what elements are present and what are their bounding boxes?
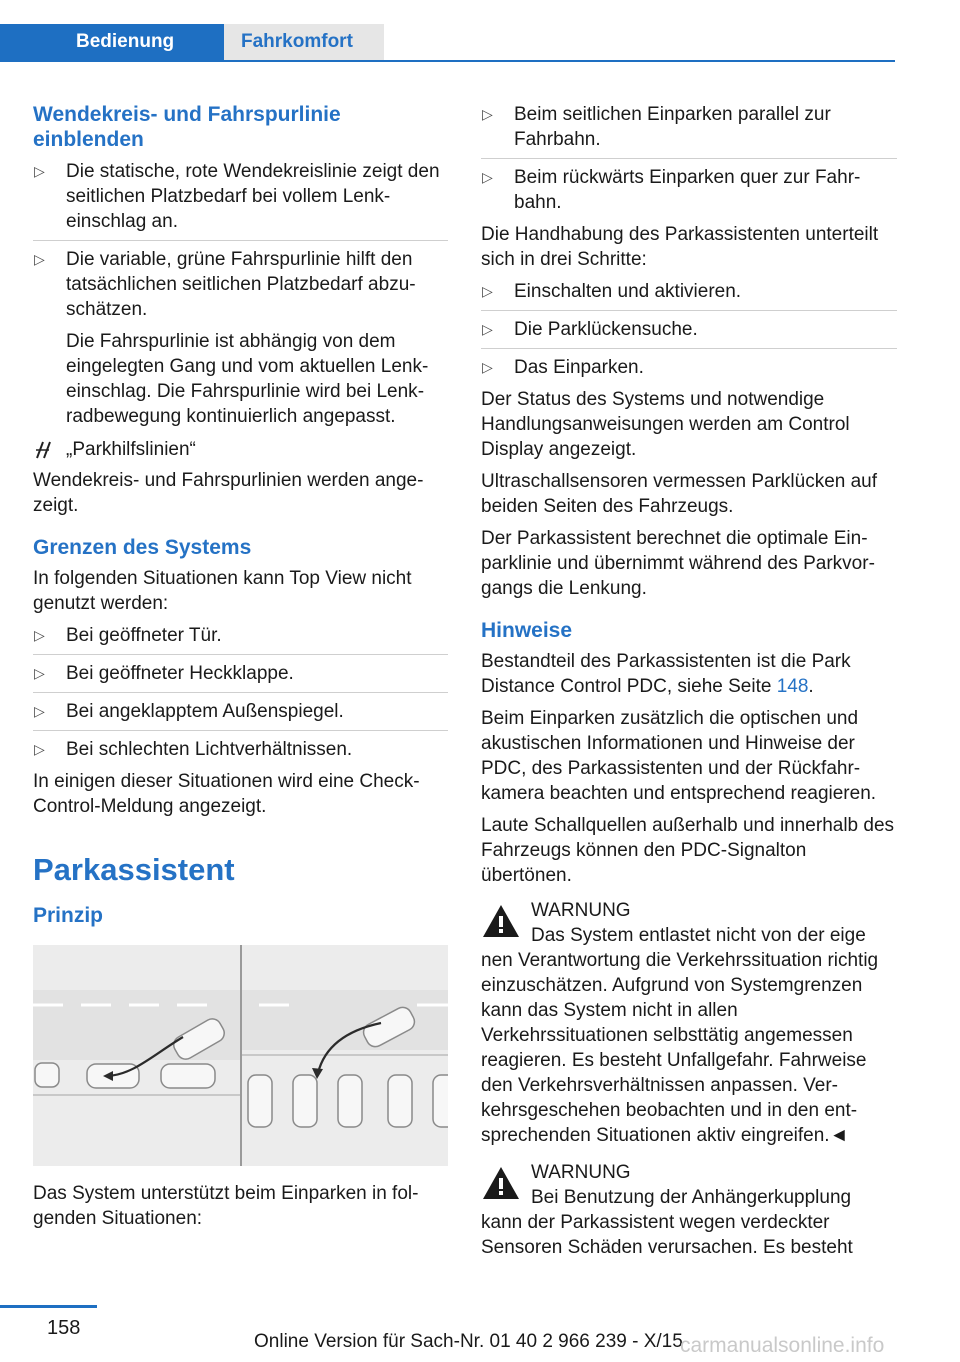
header-rule bbox=[0, 60, 895, 62]
paragraph bbox=[481, 649, 897, 699]
paragraph: Wendekreis- und Fahrspurlinien werden angezeigt. bbox=[33, 470, 424, 516]
paragraph: Laute Schallquellen außerhalb und innerhalb des Fahrzeugs können den PDC-Signalton übertönen. bbox=[481, 815, 895, 886]
list-item-text: Die variable, grüne Fahrspurlinie hilft den tatsächlichen seitlichen Platzbedarf abzuschätzen. bbox=[66, 249, 416, 320]
list-item bbox=[481, 165, 897, 215]
list-item bbox=[33, 699, 448, 724]
tab-fahrkomfort[interactable]: Fahrkomfort bbox=[224, 24, 384, 60]
warning-text-first: Das System entlastet nicht von der eige bbox=[531, 925, 866, 946]
paragraph: Der Parkassistent berechnet die optimale Einparklinie und übernimmt während des Parkvorgangs die Lenkung. bbox=[481, 528, 875, 599]
watermark: carmanualsonline.info bbox=[680, 1334, 885, 1357]
paragraph: Ultraschallsensoren vermessen Parklücken auf beiden Seiten des Fahrzeugs. bbox=[481, 471, 878, 517]
bullet-triangle-icon: ▷ bbox=[482, 106, 493, 122]
parking-lines-icon bbox=[33, 440, 55, 460]
footer-rule bbox=[0, 1305, 97, 1308]
list-item bbox=[33, 623, 448, 648]
list-item-text: Bei schlechten Lichtverhältnissen. bbox=[66, 739, 353, 760]
paragraph: In folgenden Situationen kann Top View nicht genutzt werden: bbox=[33, 568, 412, 614]
bullet-triangle-icon: ▷ bbox=[34, 163, 45, 179]
paragraph-text: . bbox=[808, 676, 814, 697]
list-item bbox=[33, 247, 448, 322]
bullet-triangle-icon: ▷ bbox=[34, 251, 45, 267]
list-item-text: Die statische, rote Wendekreislinie zeigt den seitlichen Platzbedarf bei vollem Lenkeinschlag an. bbox=[66, 161, 440, 232]
warning-triangle-icon bbox=[481, 1165, 521, 1201]
list-item-text: Das Einparken. bbox=[514, 357, 644, 378]
list-item-text: Einschalten und aktivieren. bbox=[514, 281, 742, 302]
heading-hinweise: Hinweise bbox=[481, 619, 573, 642]
list-item bbox=[33, 661, 448, 686]
heading-wendekreis: Wendekreis- und Fahrspurlinie einblenden bbox=[33, 103, 341, 151]
bullet-triangle-icon: ▷ bbox=[34, 665, 45, 681]
divider bbox=[33, 240, 448, 241]
tab-bedienung[interactable]: Bedienung bbox=[0, 24, 224, 60]
paragraph: Das System unterstützt beim Einparken in folgenden Situationen: bbox=[33, 1183, 419, 1229]
right-column bbox=[481, 102, 897, 1260]
paragraph: In einigen dieser Situationen wird eine Check-Control-Meldung angezeigt. bbox=[33, 771, 420, 817]
divider bbox=[33, 654, 448, 655]
menu-item-label: „Parkhilfslinien“ bbox=[66, 439, 196, 460]
list-item bbox=[33, 737, 448, 762]
list-item bbox=[33, 159, 448, 234]
bullet-triangle-icon: ▷ bbox=[34, 741, 45, 757]
page-link-148[interactable]: 148 bbox=[776, 676, 809, 697]
section-title-parkassistent: Parkassistent bbox=[33, 852, 235, 887]
list-item-text: Bei angeklapptem Außenspiegel. bbox=[66, 701, 344, 722]
online-version-note: Online Version für Sach-Nr. 01 40 2 966 239 - X/15 bbox=[254, 1331, 683, 1352]
warning-label: WARNUNG bbox=[531, 900, 631, 921]
heading-grenzen: Grenzen des Systems bbox=[33, 536, 252, 559]
list-item bbox=[481, 102, 897, 152]
left-column bbox=[33, 102, 448, 1231]
divider bbox=[33, 692, 448, 693]
warning-text: kann der Parkassistent wegen verdeckter Sensoren Schäden verursachen. Es besteht bbox=[481, 1212, 853, 1258]
parking-diagram bbox=[33, 945, 448, 1166]
divider bbox=[481, 348, 897, 349]
list-item bbox=[481, 279, 897, 304]
warning-block bbox=[481, 898, 897, 1148]
warning-triangle-icon bbox=[481, 903, 521, 939]
bullet-triangle-icon: ▷ bbox=[482, 169, 493, 185]
bullet-triangle-icon: ▷ bbox=[34, 703, 45, 719]
bullet-triangle-icon: ▷ bbox=[482, 321, 493, 337]
warning-text: nen Verantwortung die Verkehrssituation richtig einzuschätzen. Aufgrund von Systemgrenzen kann das System nicht in allen Verkehrssituationen selbsttätig angemessen reagieren. Es besteht Unfallgefahr. Fahrweise den Verkehrsverhältnissen anpassen. Verkehrsgeschehen beobachten und in den entsprechenden Situationen aktiv eingreifen.◄ bbox=[481, 950, 879, 1146]
parking-illustration bbox=[33, 945, 448, 1166]
list-item-continuation: Die Fahrspurlinie ist abhängig von dem eingelegten Gang und vom aktuellen Lenkeinschlag. Die Fahrspurlinie wird bei Lenkradbewegung kontinuierlich angepasst. bbox=[66, 331, 429, 427]
list-item-text: Bei geöffneter Heckklappe. bbox=[66, 663, 294, 684]
divider bbox=[481, 310, 897, 311]
warning-label: WARNUNG bbox=[531, 1162, 631, 1183]
list-item bbox=[481, 317, 897, 342]
paragraph: Die Handhabung des Parkassistenten unterteilt sich in drei Schritte: bbox=[481, 224, 879, 270]
page-number: 158 bbox=[47, 1317, 81, 1339]
list-item-text: Beim seitlichen Einparken parallel zur Fahrbahn. bbox=[514, 104, 831, 150]
paragraph: Der Status des Systems und notwendige Handlungsanweisungen werden am Control Display angezeigt. bbox=[481, 389, 850, 460]
menu-entry bbox=[33, 437, 448, 462]
bullet-triangle-icon: ▷ bbox=[482, 283, 493, 299]
paragraph-text: Bestandteil des Parkassistenten ist die Park Distance Control PDC, siehe Seite bbox=[481, 651, 851, 697]
heading-prinzip: Prinzip bbox=[33, 904, 104, 927]
chapter-tabs bbox=[0, 24, 895, 62]
bullet-triangle-icon: ▷ bbox=[482, 359, 493, 375]
warning-text-first: Bei Benutzung der Anhängerkupplung bbox=[531, 1187, 852, 1208]
bullet-triangle-icon: ▷ bbox=[34, 627, 45, 643]
divider bbox=[33, 730, 448, 731]
list-item-text: Beim rückwärts Einparken quer zur Fahrbahn. bbox=[514, 167, 861, 213]
list-item-text: Bei geöffneter Tür. bbox=[66, 625, 222, 646]
list-item-text: Die Parklückensuche. bbox=[514, 319, 698, 340]
divider bbox=[481, 158, 897, 159]
paragraph: Beim Einparken zusätzlich die optischen und akustischen Informationen und Hinweise der PDC, des Parkassistenten und der Rückfahrkamera beachten und entsprechend reagieren. bbox=[481, 708, 877, 804]
warning-block bbox=[481, 1160, 897, 1260]
list-item bbox=[481, 355, 897, 380]
